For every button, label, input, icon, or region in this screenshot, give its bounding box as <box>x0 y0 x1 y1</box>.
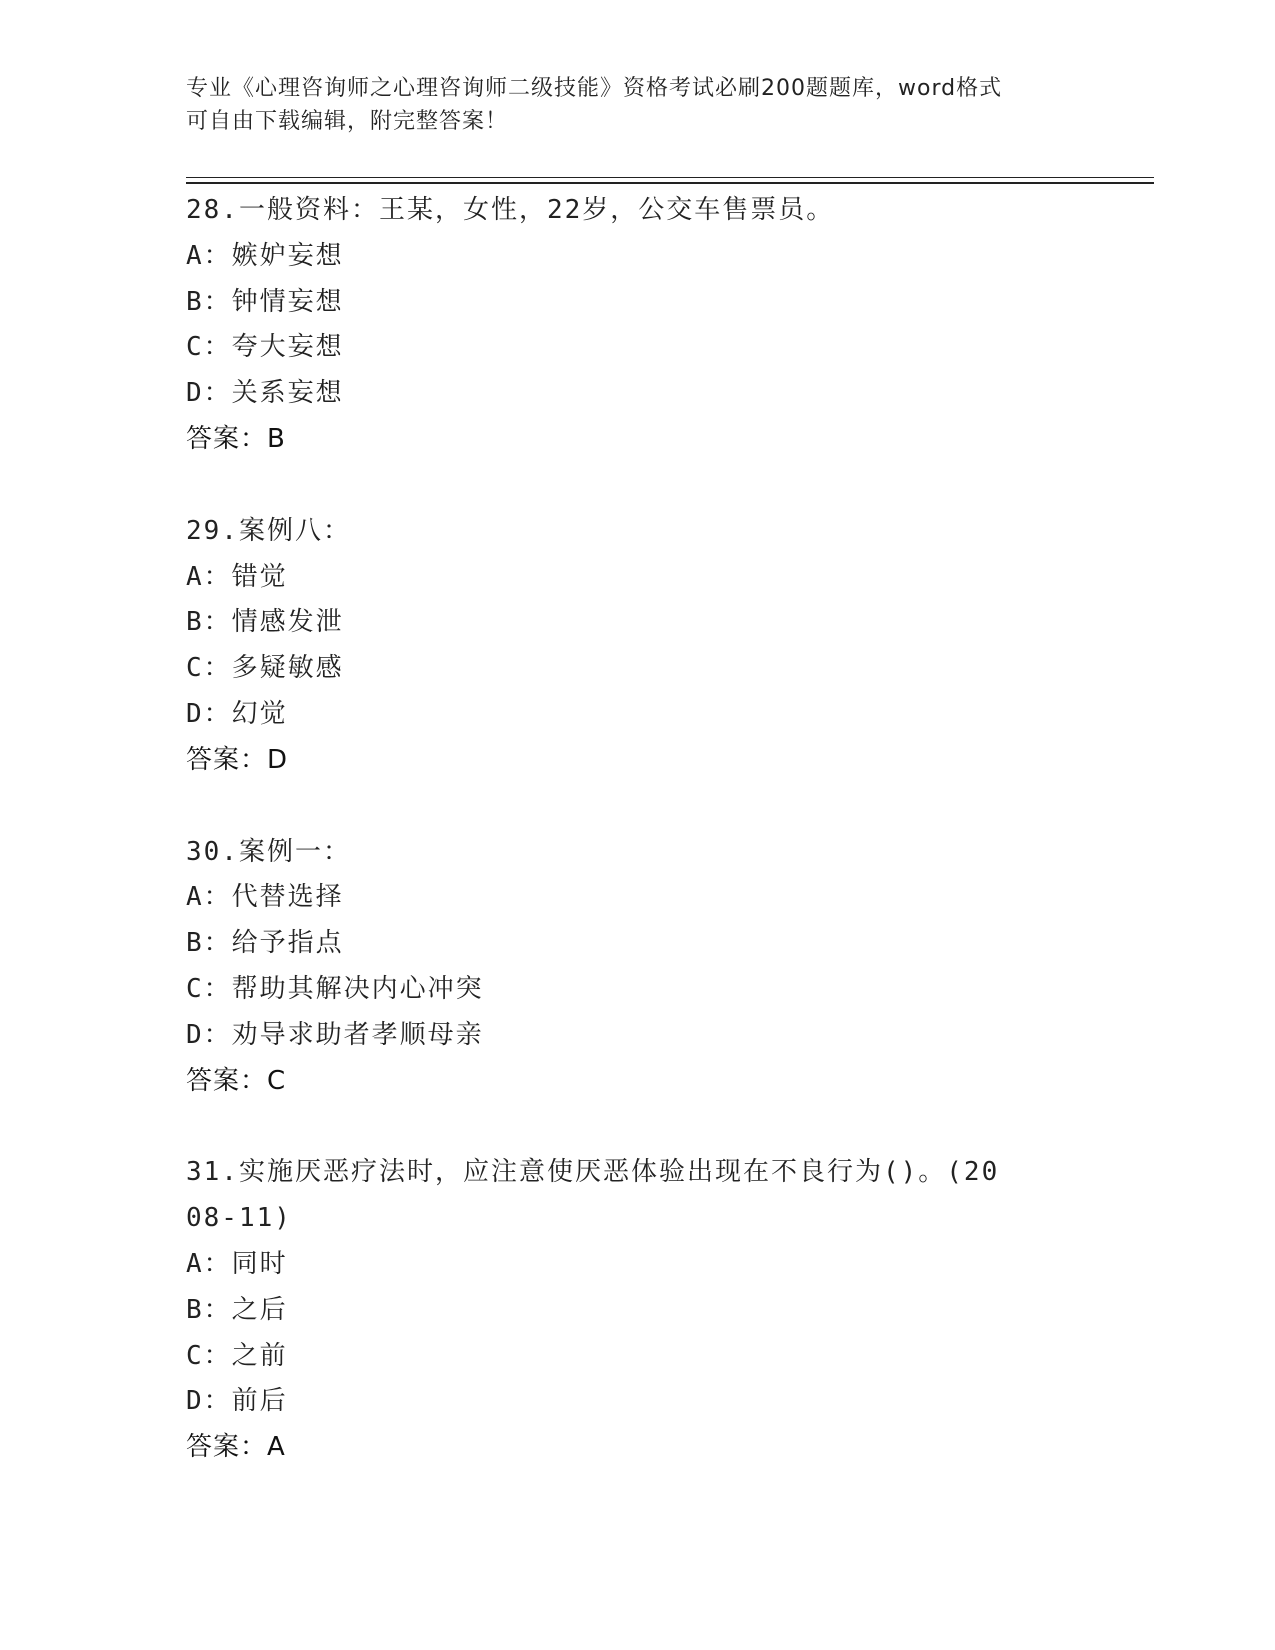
question-item <box>186 830 1086 1105</box>
option-a: A：错觉 <box>186 561 288 592</box>
option-b: B：之后 <box>186 1294 288 1325</box>
question-item <box>186 1150 1086 1471</box>
option-a: A：代替选择 <box>186 882 344 913</box>
question-item <box>186 509 1086 784</box>
question-list <box>186 188 1086 1517</box>
option-c: C：夸大妄想 <box>186 332 344 363</box>
document-header <box>186 72 1066 138</box>
option-b: B：给予指点 <box>186 928 344 959</box>
option-d: D：前后 <box>186 1386 288 1417</box>
header-title-line-2: 可自由下载编辑，附完整答案！ <box>186 109 509 134</box>
option-b: B：情感发泄 <box>186 607 344 638</box>
option-d: D：关系妄想 <box>186 378 344 409</box>
question-stem: 28.一般资料：王某，女性，22岁，公交车售票员。 <box>186 195 835 225</box>
answer-line: 答案：B <box>186 423 286 454</box>
answer-line: 答案：D <box>186 744 289 775</box>
option-c: C：多疑敏感 <box>186 653 344 684</box>
question-stem: 29.案例八： <box>186 515 351 546</box>
answer-line: 答案：A <box>186 1432 286 1463</box>
option-b: B：钟情妄想 <box>186 286 344 317</box>
option-d: D：劝导求助者孝顺母亲 <box>186 1019 484 1050</box>
header-divider-thick <box>186 182 1154 184</box>
option-c: C：之前 <box>186 1340 288 1371</box>
option-d: D：幻觉 <box>186 698 288 729</box>
answer-line: 答案：C <box>186 1065 287 1096</box>
question-stem: 31.实施厌恶疗法时，应注意使厌恶体验出现在不良行为()。(2008-11) <box>186 1157 1000 1234</box>
header-divider-thin <box>186 177 1154 178</box>
option-c: C：帮助其解决内心冲突 <box>186 973 484 1004</box>
option-a: A：同时 <box>186 1248 288 1279</box>
option-a: A：嫉妒妄想 <box>186 240 344 271</box>
header-title-line-1: 专业《心理咨询师之心理咨询师二级技能》资格考试必刷200题题库，word格式 <box>186 76 1003 101</box>
question-item <box>186 188 1086 463</box>
question-stem: 30.案例一： <box>186 836 351 867</box>
